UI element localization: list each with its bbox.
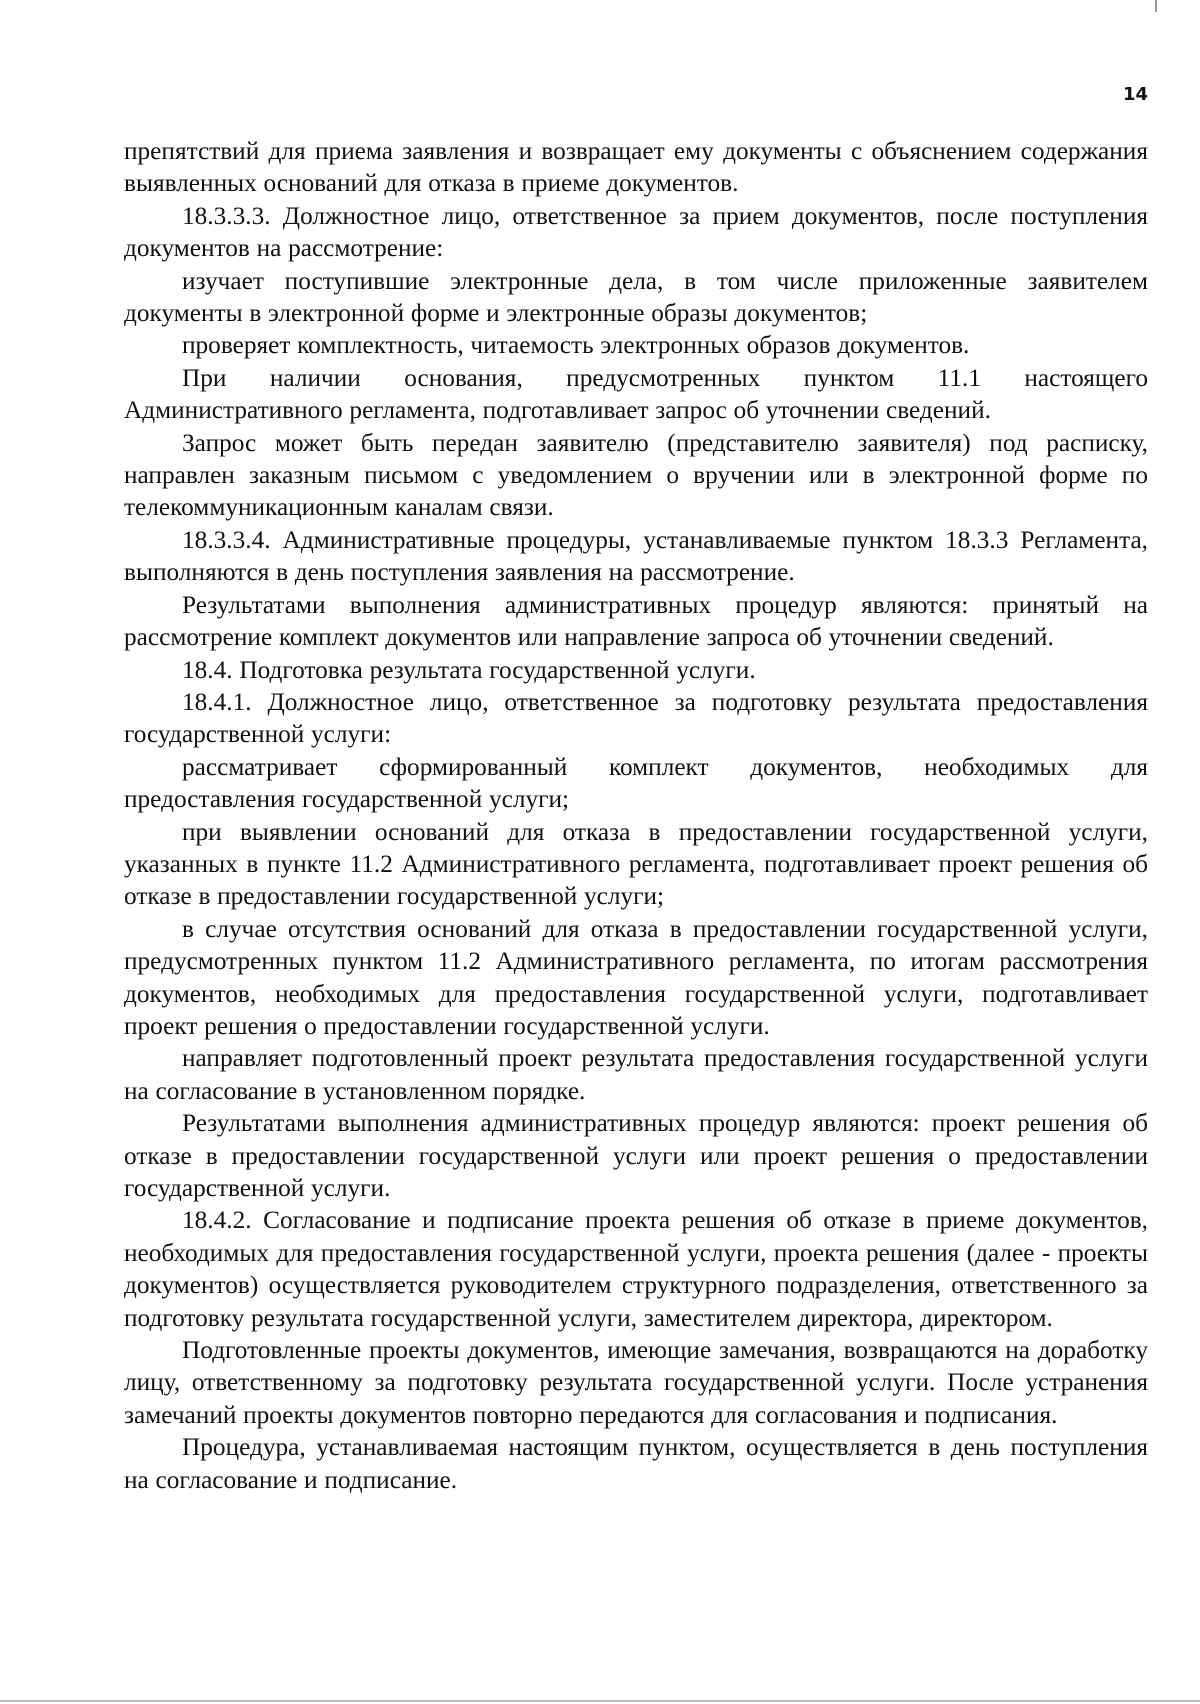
paragraph: препятствий для приема заявления и возвращает ему документы с объяснением содержания выявленных оснований для отказа в приеме документов. xyxy=(124,137,1148,198)
paragraph: при выявлении оснований для отказа в предоставлении государственной услуги, указанных в пункте 11.2 Административного регламента, подготавливает проект решения об отказе в предоставлении государственной услуги; xyxy=(124,817,1148,911)
paragraph: Запрос может быть передан заявителю (представителю заявителя) под расписку, направлен заказным письмом с уведомлением о вручении или в электронной форме по телекоммуникационным каналам связи. xyxy=(124,428,1148,522)
paragraph: 18.3.3.4. Административные процедуры, устанавливаемые пунктом 18.3.3 Регламента, выполняются в день поступления заявления на рассмотрение. xyxy=(124,525,1148,587)
paragraph: Процедура, устанавливаемая настоящим пунктом, осуществляется в день поступления на согласование и подписание. xyxy=(124,1433,1148,1494)
paragraph: проверяет комплектность, читаемость электронных образов документов. xyxy=(182,331,970,360)
paragraph: Результатами выполнения административных процедур являются: принятый на рассмотрение комплект документов или направление запроса об уточнении сведений. xyxy=(124,590,1148,652)
paragraph: 18.4.2. Согласование и подписание проекта решения об отказе в приеме документов, необходимых для предоставления государственной услуги, проекта решения (далее - проекты документов) осуществляется руководителем структурного подразделения, ответственного за подготовку результата государственной услуги, заместителем директора, директором. xyxy=(124,1206,1148,1332)
paragraph: изучает поступившие электронные дела, в том числе приложенные заявителем документы в электронной форме и электронные образы документов; xyxy=(124,266,1148,328)
paragraph: Результатами выполнения административных процедур являются: проект решения об отказе в предоставлении государственной услуги или проект решения о предоставлении государственной услуги. xyxy=(124,1109,1148,1202)
paragraph: рассматривает сформированный комплект документов, необходимых для предоставления государственной услуги; xyxy=(124,752,1148,814)
scan-edge-line xyxy=(0,1700,1200,1702)
paragraph: 18.4.1. Должностное лицо, ответственное за подготовку результата предоставления государственной услуги: xyxy=(124,687,1148,749)
paragraph: 18.3.3.3. Должностное лицо, ответственное за прием документов, после поступления документов на рассмотрение: xyxy=(124,201,1148,263)
paragraph: 18.4. Подготовка результата государственной услуги. xyxy=(182,655,756,684)
paragraph: в случае отсутствия оснований для отказа в предоставлении государственной услуги, предусмотренных пунктом 11.2 Административного регламента, по итогам рассмотрения документов, необходимых для предоставления государственной услуги, подготавливает проект решения о предоставлении государственной услуги. xyxy=(124,914,1148,1040)
paragraph: направляет подготовленный проект результата предоставления государственной услуги на согласование в установленном порядке. xyxy=(124,1044,1148,1105)
paragraph: Подготовленные проекты документов, имеющие замечания, возвращаются на доработку лицу, ответственному за подготовку результата государственной услуги. После устранения замечаний проекты документов повторно передаются для согласования и подписания. xyxy=(124,1336,1148,1429)
document-body xyxy=(124,135,1148,1496)
page-number: 14 xyxy=(1122,84,1148,105)
scan-mark xyxy=(1155,0,1157,12)
paragraph: При наличии основания, предусмотренных пунктом 11.1 настоящего Административного регламента, подготавливает запрос об уточнении сведений. xyxy=(124,363,1148,425)
